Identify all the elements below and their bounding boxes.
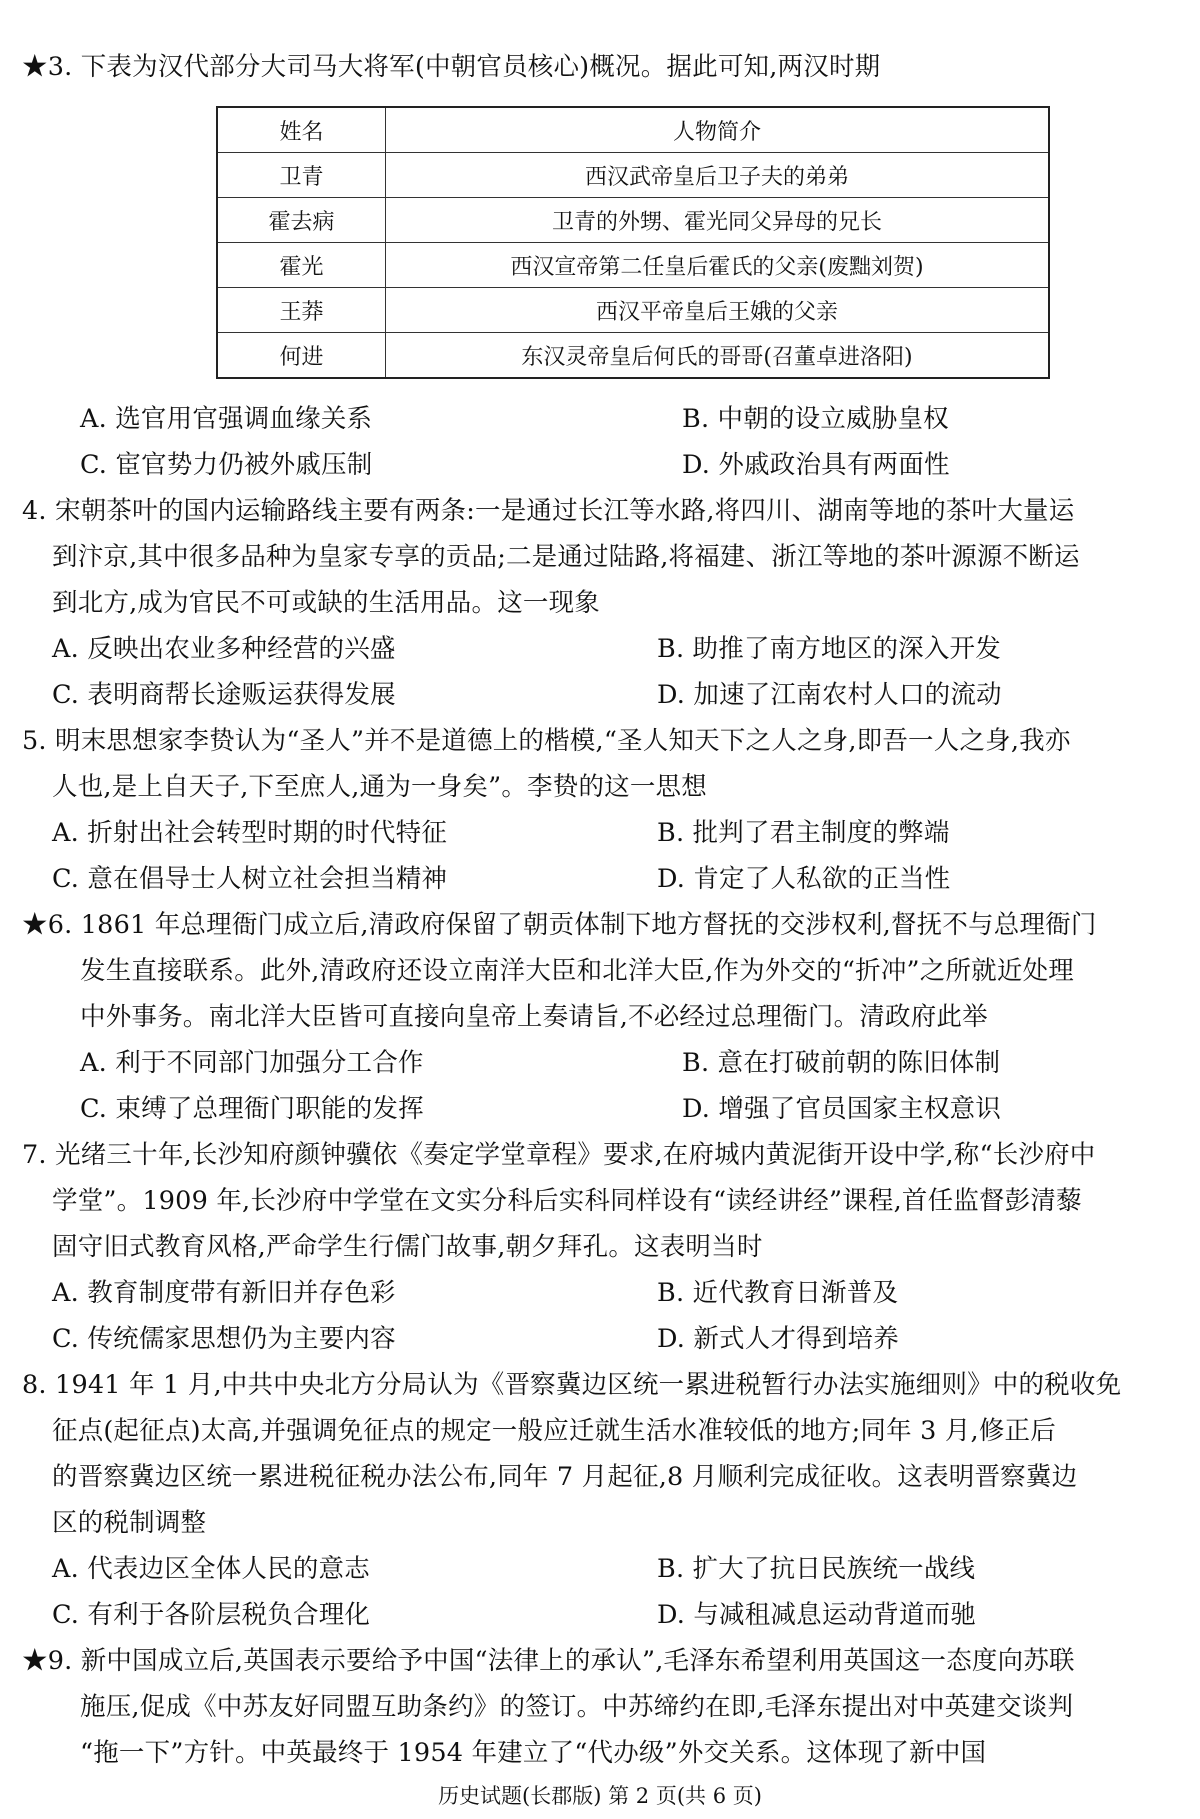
table-cell-name: 霍光 bbox=[217, 243, 386, 288]
table-row bbox=[217, 243, 1049, 288]
question-7-stem-line: 学堂”。1909 年,长沙府中学堂在文实分科后实科同样设有“读经讲经”课程,首任监督彭清藜 bbox=[52, 1186, 1082, 1216]
question-6-stem-line: 中外事务。南北洋大臣皆可直接向皇帝上奏请旨,不必经过总理衙门。清政府此举 bbox=[80, 1002, 988, 1032]
question-7-stem-line: 7. 光绪三十年,长沙知府颜钟骥依《奏定学堂章程》要求,在府城内黄泥街开设中学,称“长沙府中 bbox=[22, 1140, 1096, 1170]
option-d[interactable]: D. 与减租减息运动背道而驰 bbox=[657, 1600, 977, 1630]
question-6-stem-line: 发生直接联系。此外,清政府还设立南洋大臣和北洋大臣,作为外交的“折冲”之所就近处理 bbox=[80, 956, 1074, 986]
option-d[interactable]: D. 肯定了人私欲的正当性 bbox=[657, 864, 951, 894]
option-b[interactable]: B. 扩大了抗日民族统一战线 bbox=[657, 1554, 976, 1584]
option-b[interactable]: B. 助推了南方地区的深入开发 bbox=[657, 634, 1001, 664]
option-d[interactable]: D. 外戚政治具有两面性 bbox=[682, 450, 950, 480]
question-7 bbox=[22, 1132, 1172, 1362]
question-9-stem-line: 施压,促成《中苏友好同盟互助条约》的签订。中苏缔约在即,毛泽东提出对中英建交谈判 bbox=[80, 1692, 1074, 1722]
table-cell-profile: 卫青的外甥、霍光同父异母的兄长 bbox=[386, 198, 1050, 243]
table-row bbox=[217, 153, 1049, 198]
question-4-stem-line: 4. 宋朝茶叶的国内运输路线主要有两条:一是通过长江等水路,将四川、湖南等地的茶叶大量运 bbox=[22, 496, 1075, 526]
table-cell-profile: 西汉宣帝第二任皇后霍氏的父亲(废黜刘贺) bbox=[386, 243, 1050, 288]
question-5-stem-line: 5. 明末思想家李贽认为“圣人”并不是道德上的楷模,“圣人知天下之人之身,即吾一人之身,我亦 bbox=[22, 726, 1071, 756]
option-c[interactable]: C. 表明商帮长途贩运获得发展 bbox=[52, 680, 396, 710]
question-8-stem-line: 区的税制调整 bbox=[52, 1508, 207, 1538]
option-b[interactable]: B. 批判了君主制度的弊端 bbox=[657, 818, 950, 848]
option-c[interactable]: C. 有利于各阶层税负合理化 bbox=[52, 1600, 371, 1630]
question-9-stem-line: “拖一下”方针。中英最终于 1954 年建立了“代办级”外交关系。这体现了新中国 bbox=[80, 1738, 987, 1768]
question-8-stem-line: 的晋察冀边区统一累进税征税办法公布,同年 7 月起征,8 月顺利完成征收。这表明晋察冀边 bbox=[52, 1462, 1078, 1492]
question-8-stem-line: 征点(起征点)太高,并强调免征点的规定一般应迁就生活水准较低的地方;同年 3 月,修正后 bbox=[52, 1416, 1056, 1446]
table-cell-name: 霍去病 bbox=[217, 198, 386, 243]
option-d[interactable]: D. 增强了官员国家主权意识 bbox=[682, 1094, 1002, 1124]
question-9-stem-line: ★9. 新中国成立后,英国表示要给予中国“法律上的承认”,毛泽东希望利用英国这一态度向苏联 bbox=[22, 1646, 1075, 1676]
table-cell-profile: 西汉武帝皇后卫子夫的弟弟 bbox=[386, 153, 1050, 198]
question-3 bbox=[22, 44, 1172, 90]
option-a[interactable]: A. 折射出社会转型时期的时代特征 bbox=[52, 818, 448, 848]
option-a[interactable]: A. 选官用官强调血缘关系 bbox=[80, 404, 373, 434]
table-header-row bbox=[217, 107, 1049, 153]
option-a[interactable]: A. 利于不同部门加强分工合作 bbox=[80, 1048, 424, 1078]
option-b[interactable]: B. 意在打破前朝的陈旧体制 bbox=[682, 1048, 1001, 1078]
option-a[interactable]: A. 教育制度带有新旧并存色彩 bbox=[52, 1278, 396, 1308]
table-row bbox=[217, 198, 1049, 243]
question-8 bbox=[22, 1362, 1172, 1638]
question-5-stem-line: 人也,是上自天子,下至庶人,通为一身矣”。李贽的这一思想 bbox=[52, 772, 707, 802]
option-d[interactable]: D. 加速了江南农村人口的流动 bbox=[657, 680, 1002, 710]
table-cell-name: 何进 bbox=[217, 333, 386, 379]
table-row bbox=[217, 333, 1049, 379]
question-3-options bbox=[22, 396, 1172, 488]
question-7-stem-line: 固守旧式教育风格,严命学生行儒门故事,朝夕拜孔。这表明当时 bbox=[52, 1232, 763, 1262]
option-b[interactable]: B. 近代教育日渐普及 bbox=[657, 1278, 899, 1308]
question-5 bbox=[22, 718, 1172, 902]
question-4 bbox=[22, 488, 1172, 718]
question-6-stem-line: ★6. 1861 年总理衙门成立后,清政府保留了朝贡体制下地方督抚的交涉权利,督抚不与总理衙门 bbox=[22, 910, 1097, 940]
option-c[interactable]: C. 宦官势力仍被外戚压制 bbox=[80, 450, 373, 480]
q3-table bbox=[216, 106, 1050, 379]
option-a[interactable]: A. 代表边区全体人民的意志 bbox=[52, 1554, 370, 1584]
question-3-stem: ★3. 下表为汉代部分大司马大将军(中朝官员核心)概况。据此可知,两汉时期 bbox=[22, 52, 881, 82]
option-c[interactable]: C. 束缚了总理衙门职能的发挥 bbox=[80, 1094, 424, 1124]
question-4-stem-line: 到汴京,其中很多品种为皇家专享的贡品;二是通过陆路,将福建、浙江等地的茶叶源源不断运 bbox=[52, 542, 1080, 572]
question-8-stem-line: 8. 1941 年 1 月,中共中央北方分局认为《晋察冀边区统一累进税暂行办法实施细则》中的税收免 bbox=[22, 1370, 1122, 1400]
table-row bbox=[217, 288, 1049, 333]
table-cell-name: 卫青 bbox=[217, 153, 386, 198]
option-b[interactable]: B. 中朝的设立威胁皇权 bbox=[682, 404, 949, 434]
option-a[interactable]: A. 反映出农业多种经营的兴盛 bbox=[52, 634, 396, 664]
table-cell-profile: 西汉平帝皇后王娥的父亲 bbox=[386, 288, 1050, 333]
page-footer: 历史试题(长郡版) 第 2 页(共 6 页) bbox=[438, 1784, 762, 1808]
table-header-profile: 人物简介 bbox=[386, 107, 1050, 153]
option-c[interactable]: C. 意在倡导士人树立社会担当精神 bbox=[52, 864, 448, 894]
question-4-stem-line: 到北方,成为官民不可或缺的生活用品。这一现象 bbox=[52, 588, 601, 618]
option-d[interactable]: D. 新式人才得到培养 bbox=[657, 1324, 899, 1354]
question-6 bbox=[22, 902, 1172, 1132]
table-cell-name: 王莽 bbox=[217, 288, 386, 333]
question-9 bbox=[22, 1638, 1172, 1776]
option-c[interactable]: C. 传统儒家思想仍为主要内容 bbox=[52, 1324, 396, 1354]
table-header-name: 姓名 bbox=[217, 107, 386, 153]
table-cell-profile: 东汉灵帝皇后何氏的哥哥(召董卓进洛阳) bbox=[386, 333, 1050, 379]
